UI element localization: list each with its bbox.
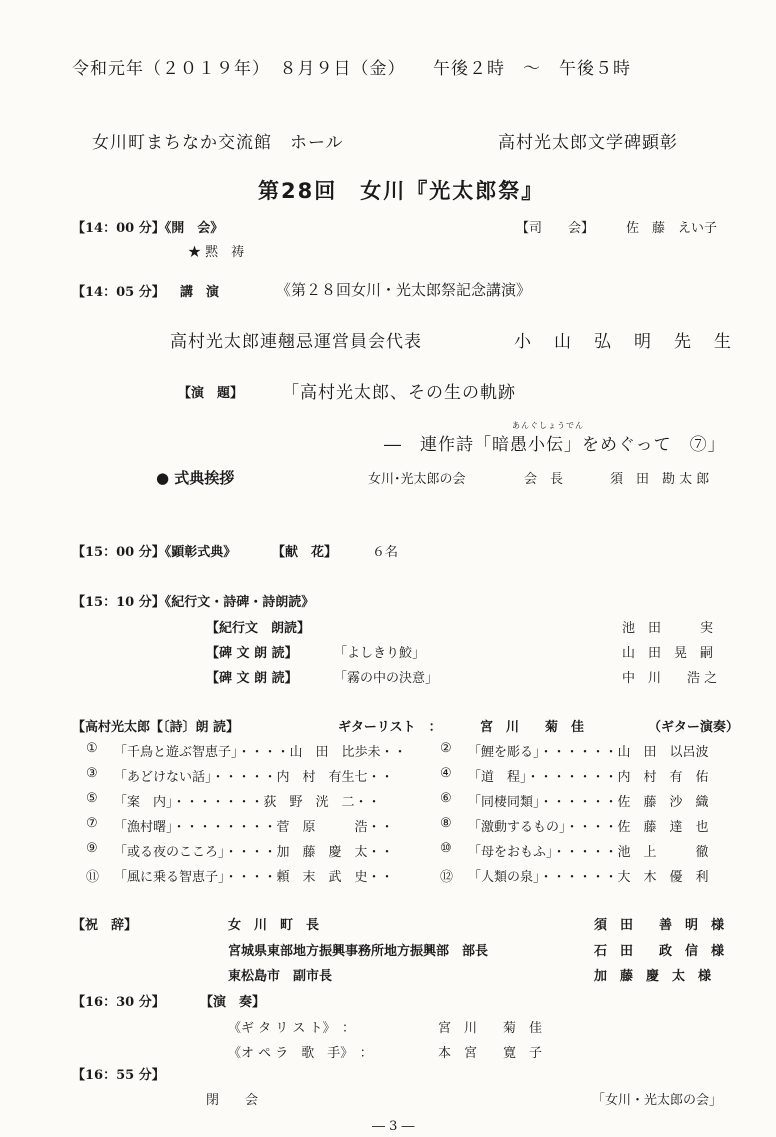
- closing-label: 閉 会: [206, 1093, 259, 1108]
- poem-number: ③: [86, 766, 98, 781]
- poem-number: ⑦: [86, 816, 98, 831]
- reading-title: 「よしきり鮫」: [334, 646, 426, 661]
- congrats-org: 東松島市 副市長: [228, 969, 333, 984]
- mc-name: 佐 藤 えい子: [626, 221, 718, 236]
- lecture-time: 【14：05 分】: [72, 285, 165, 300]
- poem-entry: 「千鳥と遊ぶ智恵子」・・・・山 田 比歩未・・: [114, 745, 407, 760]
- poem-row: [86, 816, 741, 836]
- flowers-label: 【献 花】: [272, 545, 338, 560]
- flowers-count: ６名: [372, 545, 399, 560]
- greeting-label: ● 式典挨拶: [156, 469, 235, 487]
- performer-name: 本 宮 寛 子: [438, 1046, 543, 1061]
- reading-title: 「霧の中の決意」: [334, 671, 439, 686]
- poem-number: ⑪: [86, 870, 100, 885]
- poem-number: ⑧: [440, 816, 452, 831]
- congrats-name: 加 藤 慶 太 様: [594, 969, 712, 984]
- ceremony-time: 【15：00 分】《顕彰式典》: [72, 545, 237, 560]
- poem-entry: 「激動するもの」・・・・佐 藤 達 也: [468, 820, 709, 835]
- poem-entry: 「漁村曙」・・・・・・・・菅 原 浩・・: [114, 820, 394, 835]
- greeting-org: 女川･光太郎の会: [368, 472, 466, 487]
- poem-entry: 「同棲同類」・・・・・・佐 藤 沙 織: [468, 795, 709, 810]
- performance-label: 【演 奏】: [200, 995, 266, 1010]
- performer-name: 宮 川 菊 佳: [438, 1021, 543, 1036]
- poem-row: [86, 841, 741, 861]
- venue: 女川町まちなか交流館 ホール: [92, 133, 344, 153]
- poem-entry: 「風に乗る智恵子」・・・・頼 末 武 史・・: [114, 870, 394, 885]
- poem-number: ④: [440, 766, 452, 781]
- poem-row: [86, 866, 741, 886]
- poem-number: ⑤: [86, 791, 98, 806]
- lecture-subtitle: ― 連作詩「暗愚小伝」をめぐって ⑦」: [384, 435, 726, 455]
- speaker-role: 高村光太郎連翹忌運営員会代表: [170, 332, 422, 352]
- congrats-name: 須 田 善 明 様: [594, 918, 725, 933]
- readings-time: 【15：10 分】《紀行文・詩碑・詩朗読》: [72, 595, 315, 610]
- guitar-note: （ギター演奏）: [648, 720, 739, 735]
- congrats-org: 宮城県東部地方振興事務所地方振興部 部長: [228, 944, 489, 959]
- poem-number: ①: [86, 741, 98, 756]
- guitarist-name: 宮 川 菊 佳: [480, 720, 585, 735]
- poem-entry: 「案 内」・・・・・・・荻 野 洸 二・・: [114, 795, 381, 810]
- poem-entry: 「母をおもふ」・・・・・池 上 徹: [468, 845, 709, 860]
- poetry-header: 【高村光太郎【〔詩〕朗 読】: [72, 720, 240, 735]
- performer-role: 《オ ペ ラ 歌 手》 ：: [228, 1046, 373, 1061]
- congrats-name: 石 田 政 信 様: [594, 944, 725, 959]
- ruby-reading: あんぐしょうでん: [512, 421, 584, 430]
- lecture-label: 講 演: [180, 285, 220, 300]
- lecture-heading: 《第２８回女川・光太郎祭記念講演》: [276, 281, 532, 299]
- poem-number: ⑩: [440, 841, 452, 856]
- performer-role: 《ギ タ リ ス ト》 ：: [228, 1021, 356, 1036]
- lecture-theme: 「高村光太郎、その生の軌跡: [282, 383, 516, 403]
- greeting-name: 須 田 勘 太 郎: [610, 472, 710, 487]
- reading-label: 【碑 文 朗 読】: [206, 671, 298, 686]
- reading-reader: 池 田 実: [622, 621, 714, 636]
- silent-prayer: ★ 黙 祷: [188, 245, 245, 260]
- page-title: 第28回 女川『光太郎祭』: [258, 179, 545, 203]
- guitarist-label: ギターリスト ：: [338, 720, 442, 735]
- poem-number: ⑨: [86, 841, 98, 856]
- mc-label: 【司 会】: [516, 221, 595, 236]
- closing-time: 【16：55 分】: [72, 1068, 165, 1083]
- closing-org: 「女川・光太郎の会」: [592, 1093, 723, 1108]
- theme-label: 【演 題】: [178, 386, 244, 401]
- greeting-role: 会 長: [524, 472, 564, 487]
- opening-time: 【14：00 分】《開 会》: [72, 221, 224, 236]
- organizer: 高村光太郎文学碑顕彰: [498, 133, 678, 153]
- reading-reader: 山 田 晃 嗣: [622, 646, 714, 661]
- performance-time: 【16：30 分】: [72, 995, 165, 1010]
- congrats-org: 女 川 町 長: [228, 918, 320, 933]
- poem-row: [86, 741, 741, 761]
- reading-label: 【紀行文 朗読】: [206, 621, 311, 636]
- poem-number: ⑫: [440, 870, 454, 885]
- poem-row: [86, 766, 741, 786]
- poem-number: ⑥: [440, 791, 452, 806]
- poem-entry: 「或る夜のこころ」・・・・加 藤 慶 太・・: [114, 845, 394, 860]
- poem-entry: 「鯉を彫る」・・・・・・山 田 以呂波: [468, 745, 709, 760]
- reading-label: 【碑 文 朗 読】: [206, 646, 298, 661]
- reading-reader: 中 川 浩 之: [622, 671, 718, 686]
- congrats-label: 【祝 辞】: [72, 918, 138, 933]
- poem-entry: 「あどけない話」・・・・・内 村 有生七・・: [114, 770, 394, 785]
- poem-row: [86, 791, 741, 811]
- poem-entry: 「道 程」・・・・・・・内 村 有 佑: [468, 770, 709, 785]
- event-date-line: 令和元年（２０１９年） ８月９日（金） 午後２時 ～ 午後５時: [72, 59, 631, 79]
- poem-number: ②: [440, 741, 452, 756]
- speaker-name: 小 山 弘 明 先 生: [514, 332, 734, 352]
- poem-entry: 「人類の泉」・・・・・・大 木 優 利: [468, 870, 709, 885]
- page-number: ― 3 ―: [372, 1119, 415, 1134]
